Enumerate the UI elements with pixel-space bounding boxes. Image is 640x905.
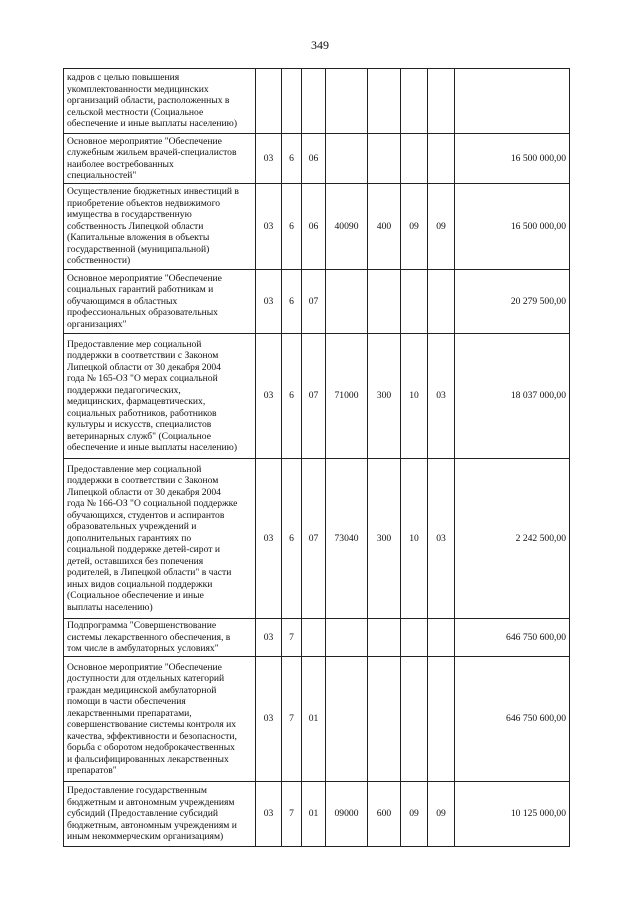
code-gp-cell: 03 (256, 184, 282, 270)
expense-type-cell: 300 (368, 459, 401, 619)
expense-type-cell (368, 270, 401, 334)
description-line: (Социальное обеспечение и иные (67, 590, 204, 602)
description-line: собственности) (67, 255, 131, 267)
subsection-cell: 09 (428, 184, 455, 270)
description-line: обучающихся, студентов и аспирантов (67, 509, 225, 521)
subsection-cell (428, 69, 455, 134)
subsection-cell (428, 657, 455, 782)
description-line: Осуществление бюджетных инвестиций в (67, 186, 239, 198)
description-line: года № 165-ОЗ "О мерах социальной (67, 373, 218, 384)
subsection-cell: 03 (428, 334, 455, 459)
description-line: государственной (муниципальной) (67, 243, 210, 255)
description-line: и фальсифицированных лекарственных (67, 753, 229, 765)
table-row (64, 459, 570, 619)
expense-type-cell: 300 (368, 334, 401, 459)
subsection-cell (428, 619, 455, 657)
subsection-cell: 09 (428, 782, 455, 847)
expense-type-cell: 600 (368, 782, 401, 847)
code-pp-cell: 6 (282, 184, 302, 270)
description-line: организаций области, расположенных в (67, 95, 230, 107)
description-line: поддержки педагогических, (67, 384, 181, 396)
description-line: совершенствование системы контроля их (67, 719, 237, 730)
description-line: медицинских, фармацевтических, (67, 396, 206, 407)
description-line: года № 166-ОЗ "О социальной поддержке (67, 498, 238, 510)
description-line: укомплектованности медицинских (67, 83, 209, 95)
description-line: выплаты населению) (67, 601, 153, 613)
description-line: приобретение объектов недвижимого (67, 197, 221, 209)
description-line: доступности для отдельных категорий (67, 673, 225, 684)
description-line: (Капитальные вложения в объекты (67, 232, 210, 244)
description-line: Подпрограмма "Совершенствование (67, 620, 217, 632)
description-line: ветеринарных служб" (Социальное (67, 430, 211, 442)
budget-table (63, 68, 570, 847)
subsection-cell: 03 (428, 459, 455, 619)
code-pp-cell: 7 (282, 619, 302, 657)
description-cell (64, 619, 256, 657)
table-row (64, 619, 570, 657)
section-cell: 09 (401, 184, 428, 270)
description-line: родителей, в Липецкой области" в части (67, 567, 232, 579)
code-gp-cell: 03 (256, 459, 282, 619)
code-pp-cell: 7 (282, 657, 302, 782)
description-line: борьба с оборотом недоброкачественных (67, 742, 235, 753)
code-om-cell (302, 69, 326, 134)
description-line: социальных работников, работников (67, 407, 217, 419)
description-line: кадров с целью повышения (67, 72, 180, 84)
code-direction-cell (326, 270, 368, 334)
code-om-cell (302, 619, 326, 657)
description-line: культуры и искусств, специалистов (67, 419, 212, 430)
code-direction-cell (326, 69, 368, 134)
description-line: Основное мероприятие "Обеспечение (67, 135, 222, 147)
code-direction-cell (326, 619, 368, 657)
description-line: Предоставление мер социальной (67, 338, 202, 350)
code-direction-cell: 73040 (326, 459, 368, 619)
description-cell (64, 459, 256, 619)
table-row (64, 270, 570, 334)
description-line: лекарственными препаратами, (67, 707, 192, 719)
subsection-cell (428, 134, 455, 184)
description-line: собственность Липецкой области (67, 220, 204, 232)
description-line: системы лекарственного обеспечения, в (67, 631, 231, 643)
table-row (64, 69, 570, 134)
code-direction-cell (326, 657, 368, 782)
code-pp-cell: 6 (282, 334, 302, 459)
table-row (64, 184, 570, 270)
section-cell (401, 270, 428, 334)
table-row (64, 334, 570, 459)
table-row (64, 134, 570, 184)
description-line: качества, эффективности и безопасности, (67, 730, 237, 742)
section-cell (401, 69, 428, 134)
code-om-cell: 07 (302, 270, 326, 334)
amount-cell: 18 037 000,00 (455, 334, 570, 459)
code-direction-cell (326, 134, 368, 184)
expense-type-cell (368, 619, 401, 657)
code-om-cell: 07 (302, 459, 326, 619)
code-om-cell: 01 (302, 782, 326, 847)
description-line: служебным жильем врачей-специалистов (67, 147, 237, 158)
description-line: Предоставление государственным (67, 785, 207, 797)
description-line: специальностей" (67, 170, 137, 181)
code-om-cell: 06 (302, 184, 326, 270)
description-line: Липецкой области от 30 декабря 2004 (67, 486, 221, 498)
description-line: иным некоммерческим организациям) (67, 831, 224, 843)
code-pp-cell: 7 (282, 782, 302, 847)
expense-type-cell (368, 134, 401, 184)
code-direction-cell: 71000 (326, 334, 368, 459)
section-cell: 10 (401, 334, 428, 459)
amount-cell (455, 69, 570, 134)
amount-cell: 20 279 500,00 (455, 270, 570, 334)
description-line: организациях" (67, 318, 127, 330)
description-cell (64, 69, 256, 134)
section-cell: 09 (401, 782, 428, 847)
description-line: Предоставление мер социальной (67, 463, 202, 475)
code-pp-cell: 6 (282, 459, 302, 619)
description-line: Липецкой области от 30 декабря 2004 (67, 361, 221, 373)
description-line: обучающимся в областных (67, 295, 178, 307)
code-pp-cell (282, 69, 302, 134)
expense-type-cell (368, 657, 401, 782)
amount-cell: 2 242 500,00 (455, 459, 570, 619)
description-line: бюджетным, автономным учреждениям и (67, 819, 237, 831)
code-om-cell: 07 (302, 334, 326, 459)
code-direction-cell: 40090 (326, 184, 368, 270)
amount-cell: 10 125 000,00 (455, 782, 570, 847)
code-om-cell: 06 (302, 134, 326, 184)
description-line: препаратов" (67, 765, 117, 776)
code-direction-cell: 09000 (326, 782, 368, 847)
subsection-cell (428, 270, 455, 334)
description-line: Основное мероприятие "Обеспечение (67, 272, 222, 284)
description-line: поддержки в соответствии с Законом (67, 350, 219, 361)
description-cell (64, 134, 256, 184)
description-line: помощи в части обеспечения (67, 696, 186, 707)
description-line: детей, оставшихся без попечения (67, 555, 204, 567)
amount-cell: 16 500 000,00 (455, 134, 570, 184)
section-cell (401, 657, 428, 782)
description-line: сельской местности (Социальное (67, 106, 204, 118)
code-gp-cell (256, 69, 282, 134)
amount-cell: 16 500 000,00 (455, 184, 570, 270)
section-cell (401, 619, 428, 657)
description-cell (64, 184, 256, 270)
description-cell (64, 334, 256, 459)
description-cell (64, 782, 256, 847)
description-line: том числе в амбулаторных условиях" (67, 643, 219, 655)
table-row (64, 657, 570, 782)
description-line: обеспечение и иные выплаты населению) (67, 118, 238, 130)
description-line: поддержки в соответствии с Законом (67, 475, 219, 487)
code-gp-cell: 03 (256, 782, 282, 847)
description-line: наиболее востребованных (67, 158, 174, 170)
code-gp-cell: 03 (256, 657, 282, 782)
section-cell (401, 134, 428, 184)
description-line: бюджетным и автономным учреждениям (67, 796, 235, 808)
code-gp-cell: 03 (256, 134, 282, 184)
description-line: иных видов социальной поддержки (67, 578, 213, 590)
description-line: социальной поддержке детей-сирот и (67, 544, 220, 556)
code-gp-cell: 03 (256, 619, 282, 657)
description-cell (64, 657, 256, 782)
code-pp-cell: 6 (282, 134, 302, 184)
code-om-cell: 01 (302, 657, 326, 782)
expense-type-cell: 400 (368, 184, 401, 270)
section-cell: 10 (401, 459, 428, 619)
amount-cell: 646 750 600,00 (455, 657, 570, 782)
description-line: дополнительных гарантиях по (67, 532, 192, 544)
amount-cell: 646 750 600,00 (455, 619, 570, 657)
description-line: граждан медицинской амбулаторной (67, 684, 217, 696)
description-cell (64, 270, 256, 334)
expense-type-cell (368, 69, 401, 134)
table-row (64, 782, 570, 847)
code-pp-cell: 6 (282, 270, 302, 334)
code-gp-cell: 03 (256, 270, 282, 334)
description-line: субсидий (Предоставление субсидий (67, 808, 219, 820)
description-line: образовательных учреждений и (67, 521, 197, 533)
page-number: 349 (311, 38, 329, 52)
code-gp-cell: 03 (256, 334, 282, 459)
description-line: социальных гарантий работникам и (67, 284, 214, 296)
description-line: обеспечение и иные выплаты населению) (67, 442, 238, 453)
description-line: Основное мероприятие "Обеспечение (67, 661, 222, 673)
description-line: профессиональных образовательных (67, 307, 218, 319)
description-line: имущества в государственную (67, 209, 192, 221)
